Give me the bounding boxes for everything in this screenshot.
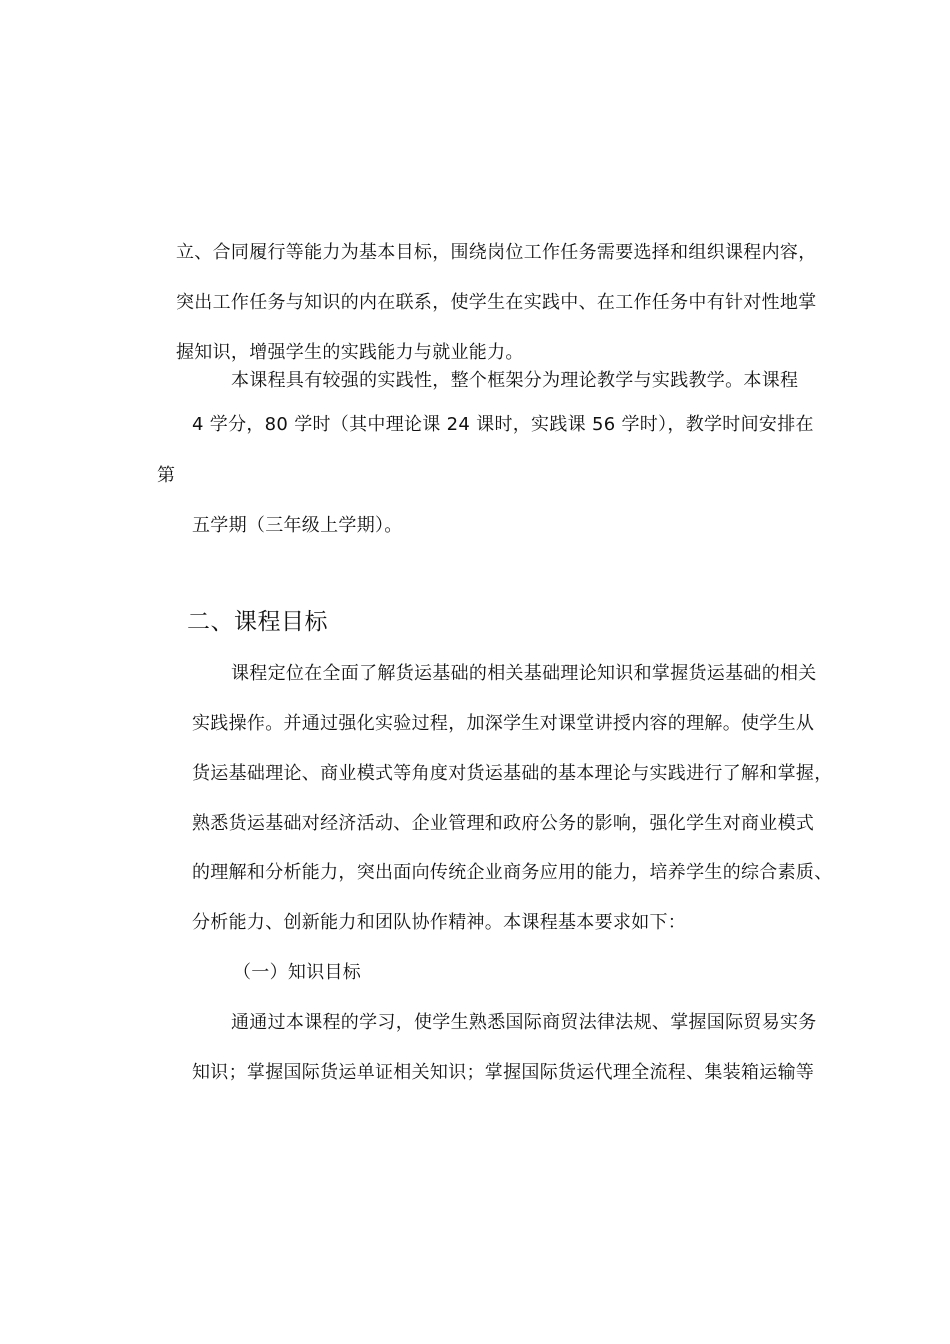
paragraph-line: 立、合同履行等能力为基本目标，围绕岗位工作任务需要选择和组织课程内容， — [176, 242, 817, 263]
section-heading: 二、课程目标 — [187, 609, 328, 635]
subsection-heading: （一）知识目标 — [233, 962, 362, 983]
paragraph-line: 4 学分，80 学时（其中理论课 24 课时，实践课 56 学时），教学时间安排在 — [192, 414, 814, 435]
paragraph-line: 五学期（三年级上学期）。 — [192, 515, 403, 536]
paragraph-line: 课程定位在全面了解货运基础的相关基础理论知识和掌握货运基础的相关 — [231, 663, 817, 684]
paragraph-line: 通通过本课程的学习，使学生熟悉国际商贸法律法规、掌握国际贸易实务 — [231, 1012, 817, 1033]
paragraph-line: 突出工作任务与知识的内在联系，使学生在实践中、在工作任务中有针对性地掌 — [176, 292, 817, 313]
paragraph-line: 本课程具有较强的实践性，整个框架分为理论教学与实践教学。本课程 — [231, 370, 799, 391]
paragraph-line: 货运基础理论、商业模式等角度对货运基础的基本理论与实践进行了解和掌握， — [192, 763, 833, 784]
paragraph-line: 熟悉货运基础对经济活动、企业管理和政府公务的影响，强化学生对商业模式 — [192, 813, 815, 834]
paragraph-line: 握知识，增强学生的实践能力与就业能力。 — [176, 342, 524, 363]
paragraph-line: 知识；掌握国际货运单证相关知识；掌握国际货运代理全流程、集装箱运输等 — [192, 1062, 815, 1083]
paragraph-line: 实践操作。并通过强化实验过程，加深学生对课堂讲授内容的理解。使学生从 — [192, 713, 815, 734]
paragraph-line: 的理解和分析能力，突出面向传统企业商务应用的能力，培养学生的综合素质、 — [192, 862, 833, 883]
paragraph-line: 第 — [157, 465, 176, 486]
paragraph-line: 分析能力、创新能力和团队协作精神。本课程基本要求如下： — [192, 912, 687, 933]
